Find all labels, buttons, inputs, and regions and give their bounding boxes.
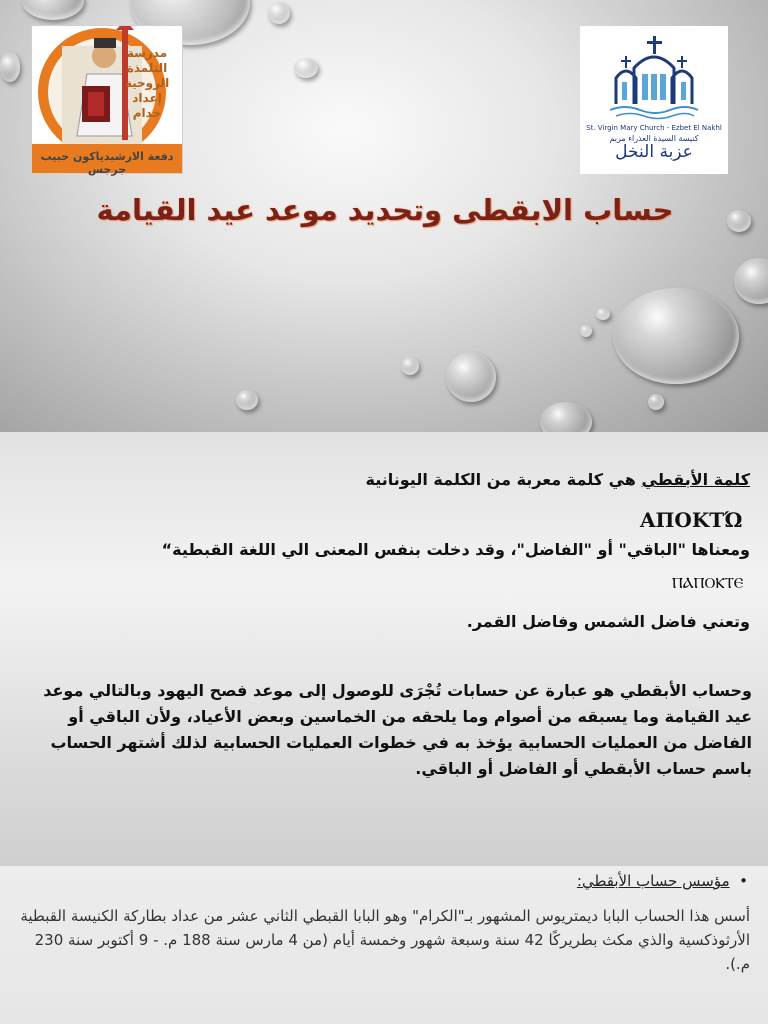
definition-rest: هي كلمة معربة من الكلمة اليونانية bbox=[365, 470, 642, 489]
water-drop bbox=[734, 258, 768, 304]
school-logo bbox=[31, 25, 183, 174]
founder-heading-text: مؤسس حساب الأبقطي: bbox=[576, 872, 730, 890]
water-drop bbox=[446, 352, 496, 402]
definition-line bbox=[300, 470, 750, 489]
coptic-word: ⲠⲀⲠⲞⲔⲦⲈ bbox=[672, 574, 744, 592]
church-name-ar: كنيسة السيدة العذراء مريم bbox=[609, 134, 699, 143]
water-drop bbox=[648, 394, 664, 410]
water-drop bbox=[613, 288, 739, 384]
meaning-line: ومعناها "الباقي" أو "الفاضل"، وقد دخلت بنفس المعنى الي اللغة القبطية“ bbox=[161, 540, 750, 559]
founder-heading bbox=[380, 872, 748, 890]
meaning-line-2: وتعني فاضل الشمس وفاضل القمر. bbox=[466, 612, 750, 631]
water-drop bbox=[540, 402, 592, 432]
water-drop bbox=[580, 325, 592, 337]
church-name-en: St. Virgin Mary Church - Ezbet El Nakhl bbox=[586, 124, 722, 132]
water-drop bbox=[22, 0, 84, 20]
school-batch-caption: دفعة الارشيدياكون حبيب جرجس bbox=[40, 150, 174, 176]
water-drop bbox=[236, 390, 258, 410]
explanation-paragraph: وحساب الأبقطي هو عبارة عن حسابات تُجْرَى للوصول إلى موعد فصح اليهود وبالتالي موعد عيد القيامة وما يسبقه من أصوام وما يلحقه من الخماسين وبعض الأعياد، ولأن الباقي أو الفاضل من العمليات الحسابية يؤخذ به في خطوات العمليات الحسابية لذلك أشتهر الحساب باسم حساب الأبقطي أو الفاضل أو الباقي. bbox=[43, 681, 752, 778]
church-logo bbox=[580, 26, 728, 174]
church-place: عزبة النخل bbox=[615, 142, 693, 162]
water-drop bbox=[401, 357, 419, 375]
bullet-icon: • bbox=[729, 872, 748, 890]
water-drop bbox=[294, 58, 318, 78]
term-underlined: كلمة الأبقطي bbox=[641, 470, 750, 489]
slide-title: حساب الابقطى وتحديد موعد عيد القيامة bbox=[96, 193, 674, 227]
definition-slide bbox=[0, 432, 768, 866]
founder-paragraph: أسس هذا الحساب البابا ديمتريوس المشهور بـ"الكرام" وهو البابا القبطي الثاني عشر من عداد بطاركة الكنيسة القبطية الأرثوذكسية والذي مكث بطريركًا 42 سنة وسبعة شهور وخمسة أيام (من 4 مارس سنة 188 م. - 9 أكتوبر سنة 230 م.). bbox=[20, 907, 750, 973]
greek-word: ΑΠΟΚΤΏ bbox=[640, 508, 743, 532]
title-slide bbox=[0, 0, 768, 432]
water-drop bbox=[727, 210, 751, 232]
water-drop bbox=[268, 2, 290, 24]
water-drop bbox=[596, 308, 610, 320]
water-drop bbox=[0, 52, 20, 82]
school-name: مدرسة التلمذة الروحية إعداد خدام bbox=[124, 46, 170, 120]
